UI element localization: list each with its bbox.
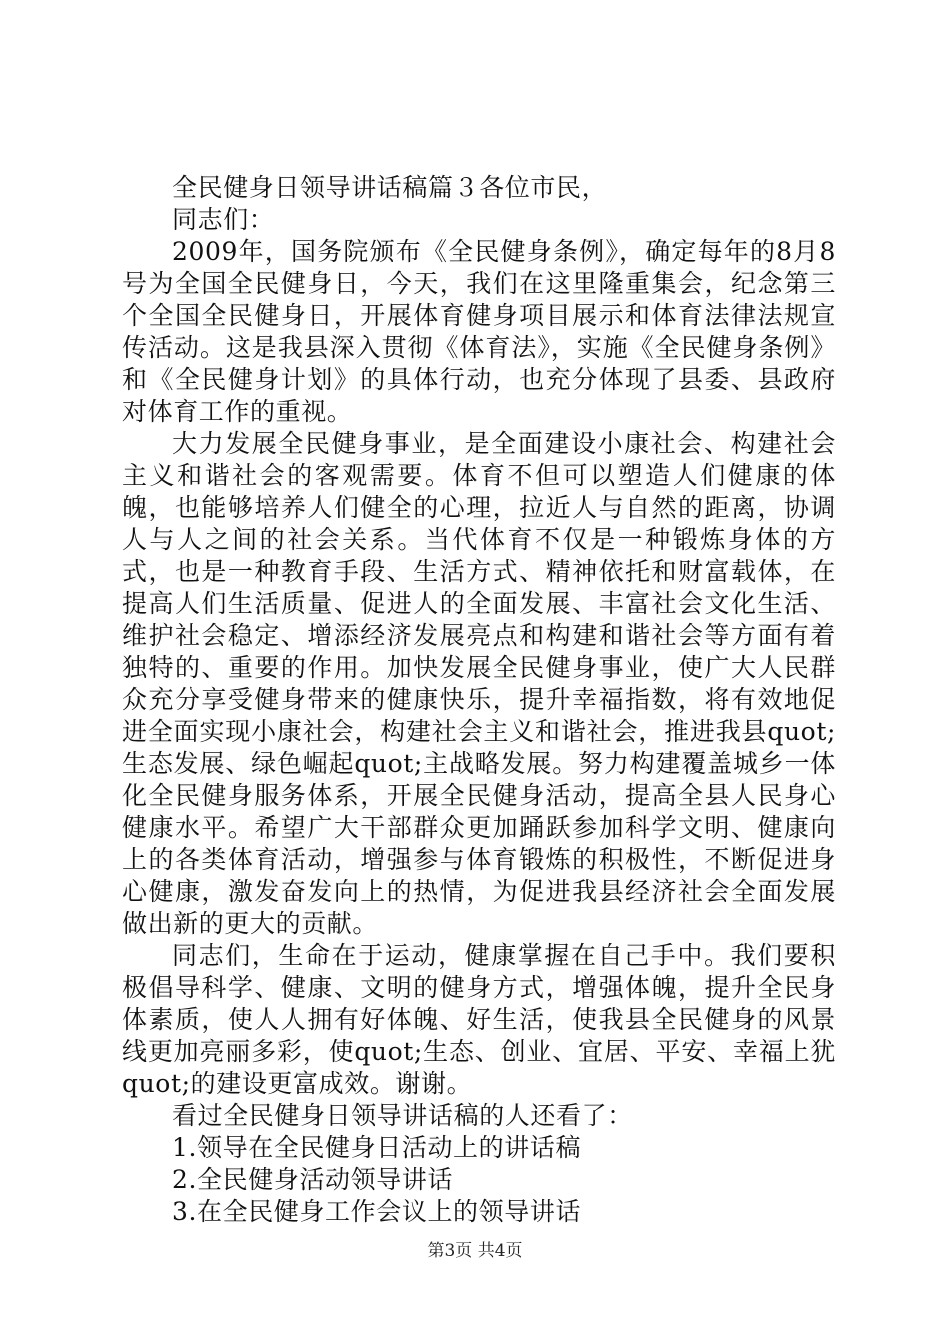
paragraph: 2009年，国务院颁布《全民健身条例》，确定每年的8月8号为全国全民健身日，今天，我们在这里隆重集会，纪念第三个全国全民健身日，开展体育健身项目展示和体育法律法规宣传活动。这是我县深入贯彻《体育法》，实施《全民健身条例》和《全民健身计划》的具体行动，也充分体现了县委、县政府对体育工作的重视。 — [122, 237, 836, 426]
related-heading: 看过全民健身日领导讲话稿的人还看了： — [172, 1101, 633, 1130]
document-body — [122, 172, 836, 1228]
paragraph: 同志们，生命在于运动，健康掌握在自己手中。我们要积极倡导科学、健康、文明的健身方式，增强体魄，提升全民身体素质，使人人拥有好体魄、好生活，使我县全民健身的风景线更加亮丽多彩，使quot;生态、创业、宜居、平安、幸福上犹quot;的建设更富成效。谢谢。 — [122, 941, 836, 1098]
document-title-line: 全民健身日领导讲话稿篇３各位市民， — [172, 173, 608, 202]
page-number-footer: 第3页 共4页 — [427, 1241, 523, 1261]
paragraph: 大力发展全民健身事业，是全面建设小康社会、构建社会主义和谐社会的客观需要。体育不但可以塑造人们健康的体魄，也能够培养人们健全的心理，拉近人与自然的距离，协调人与人之间的社会关系。当代体育不仅是一种锻炼身体的方式，也是一种教育手段、生活方式、精神依托和财富载体，在提高人们生活质量、促进人的全面发展、丰富社会文化生活、维护社会稳定、增添经济发展亮点和构建和谐社会等方面有着独特的、重要的作用。加快发展全民健身事业，使广大人民群众充分享受健身带来的健康快乐，提升幸福指数，将有效地促进全面实现小康社会，构建社会主义和谐社会，推进我县quot;生态发展、绿色崛起quot;主战略发展。努力构建覆盖城乡一体化全民健身服务体系，开展全民健身活动，提高全县人民身心健康水平。希望广大干部群众更加踊跃参加科学文明、健康向上的各类体育活动，增强参与体育锻炼的积极性，不断促进身心健康，激发奋发向上的热情，为促进我县经济社会全面发展做出新的更大的贡献。 — [122, 429, 836, 938]
related-item: 3.在全民健身工作会议上的领导讲话 — [172, 1197, 582, 1226]
greeting-line: 同志们： — [172, 205, 275, 234]
related-item: 2.全民健身活动领导讲话 — [172, 1165, 454, 1194]
related-item: 1.领导在全民健身日活动上的讲话稿 — [172, 1133, 582, 1162]
